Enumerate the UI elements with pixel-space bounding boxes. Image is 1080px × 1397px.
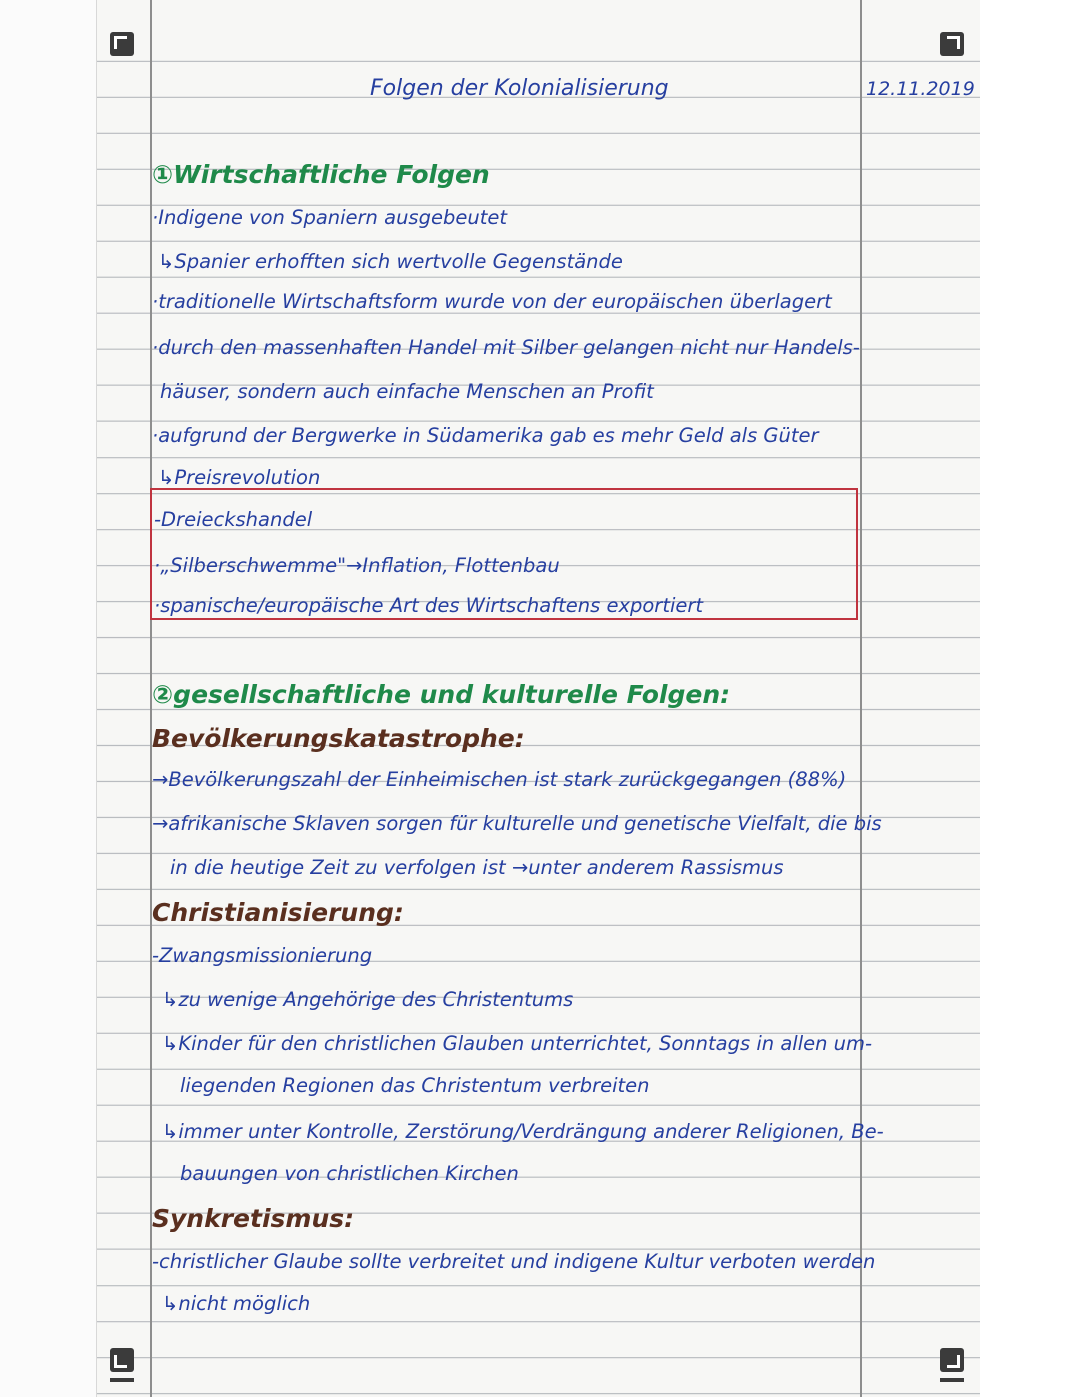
text-line: bauungen von christlichen Kirchen: [180, 1162, 519, 1185]
corner-marker-bottom-left-icon: [110, 1348, 134, 1372]
text-line: in die heutige Zeit zu verfolgen ist →unter anderem Rassismus: [170, 856, 784, 879]
text-line: -christlicher Glaube sollte verbreitet und indigene Kultur verboten werden: [152, 1250, 876, 1273]
text-line: ↳Spanier erhofften sich wertvolle Gegenstände: [158, 250, 623, 273]
text-line: -Zwangsmissionierung: [152, 944, 373, 967]
corner-marker-top-left-icon: [110, 32, 134, 56]
corner-bar-bottom-right: [940, 1378, 964, 1382]
text-line: ↳Preisrevolution: [158, 466, 321, 489]
text-line: ↳Kinder für den christlichen Glauben unterrichtet, Sonntags in allen um-: [162, 1032, 873, 1055]
boxed-text-line: ·spanische/europäische Art des Wirtschaftens exportiert: [154, 594, 704, 617]
text-line: →afrikanische Sklaven sorgen für kulturelle und genetische Vielfalt, die bis: [152, 812, 882, 835]
page-date: 12.11.2019: [866, 78, 975, 100]
boxed-text-line: ·„Silberschwemme"→Inflation, Flottenbau: [154, 554, 560, 577]
text-line: ·durch den massenhaften Handel mit Silber gelangen nicht nur Handels-: [152, 336, 860, 359]
text-line: liegenden Regionen das Christentum verbreiten: [180, 1074, 650, 1097]
text-line: ·aufgrund der Bergwerke in Südamerika gab es mehr Geld als Güter: [152, 424, 819, 447]
page-title: Folgen der Kolonialisierung: [370, 76, 669, 101]
subheading-christianization: Christianisierung:: [152, 898, 404, 927]
corner-marker-top-right-icon: [940, 32, 964, 56]
corner-marker-bottom-right-icon: [940, 1348, 964, 1372]
text-line: ·traditionelle Wirtschaftsform wurde von der europäischen überlagert: [152, 290, 832, 313]
page-left-margin-area: [0, 0, 97, 1397]
text-line: ↳immer unter Kontrolle, Zerstörung/Verdrängung anderer Religionen, Be-: [162, 1120, 884, 1143]
subheading-syncretism: Synkretismus:: [152, 1204, 355, 1233]
text-line: ↳zu wenige Angehörige des Christentums: [162, 988, 574, 1011]
section-heading-economic: ①Wirtschaftliche Folgen: [152, 160, 490, 189]
text-line: →Bevölkerungszahl der Einheimischen ist stark zurückgegangen (88%): [152, 768, 847, 791]
page-right-edge: [980, 0, 1080, 1397]
section-heading-social-cultural: ②gesellschaftliche und kulturelle Folgen:: [152, 680, 731, 709]
right-margin-line: [860, 0, 862, 1397]
boxed-text-line: -Dreieckshandel: [154, 508, 313, 531]
subheading-population: Bevölkerungskatastrophe:: [152, 724, 525, 753]
text-line: ↳nicht möglich: [162, 1292, 311, 1315]
corner-bar-bottom-left: [110, 1378, 134, 1382]
text-line: ·Indigene von Spaniern ausgebeutet: [152, 206, 507, 229]
text-line: häuser, sondern auch einfache Menschen an Profit: [160, 380, 654, 403]
